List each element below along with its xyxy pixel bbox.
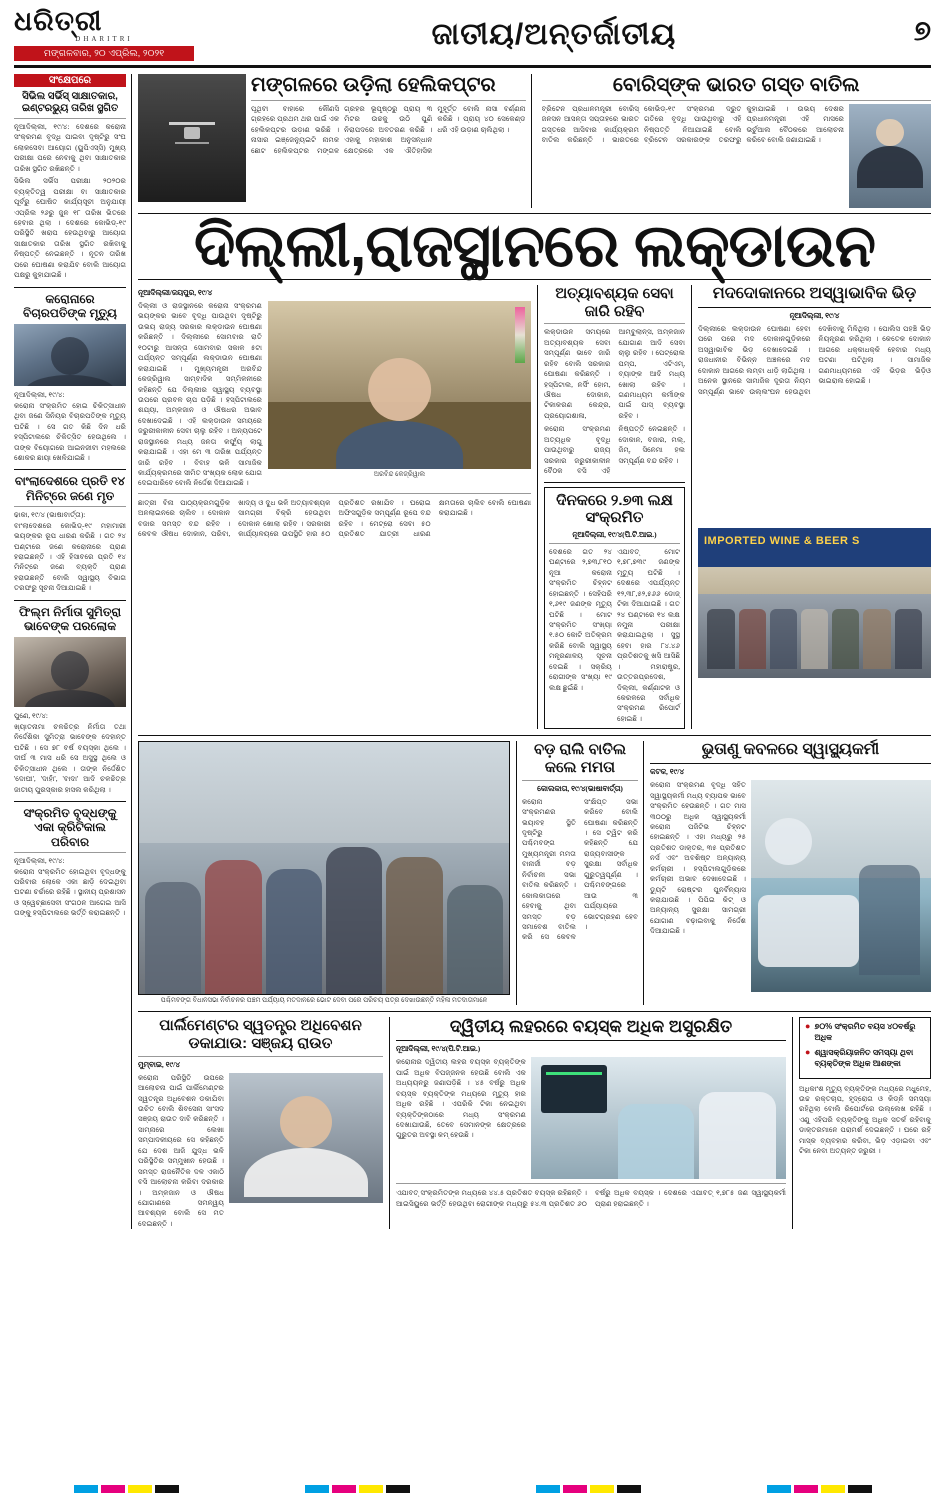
lockdown-dateline: ନୂଆଦିଲ୍ଲୀ/ଜୟପୁର, ୧୯/୪ <box>138 288 213 297</box>
main-area <box>132 74 931 1229</box>
elderly-headline: ଦ୍ୱିତୀୟ ଲହରରେ ବୟସ୍କ ଅଧିକ ଅସୁରକ୍ଷିତ <box>449 1017 733 1037</box>
elderly-body: କରୋନାର ଦ୍ୱିତୀୟ ଲହର ବୟସ୍କ ବ୍ୟକ୍ତିଙ୍କ ପାଇଁ ଅଧିକ ବିପଜ୍ଜନକ ହେଉଛି ବୋଲି ଏକ ଅଧ୍ୟୟନରୁ ଜଣାପଡ଼ିଛି । ୪୫ ବର୍ଷରୁ ଅଧିକ ବୟସ୍କ ବ୍ୟକ୍ତିଙ୍କ ମଧ୍ୟରେ ମୃତ୍ୟୁ ହାର ଅଧିକ ରହିଛି । ଏପରିକି ଟିକା ନେଇଥିବା ବ୍ୟକ୍ତିଙ୍କଠାରେ ମଧ୍ୟ ସଂକ୍ରମଣ ଦେଖାଯାଉଛି, ତେବେ ସେମାନଙ୍କ କ୍ଷେତ୍ରରେ ଗୁରୁତର ଅବସ୍ଥା କମ୍‌ ହେଉଛି । <box>396 1058 526 1140</box>
health-workers-hospital-photo <box>751 780 931 992</box>
bhutan-headline: ଭୁତାଣୁ କବଳରେ ସ୍ୱାସ୍ଥ୍ୟକର୍ମୀ <box>701 741 880 759</box>
top-stories-row <box>138 74 931 208</box>
bhutan-dateline: କଟକ, ୧୯/୪ <box>650 767 685 777</box>
sidebar-label: ସଂକ୍ଷେପରେ <box>14 74 126 87</box>
elderly-dateline: ନୂଆଦିଲ୍ଲୀ, ୧୯/୪(ପି.ଟି.ଆଇ.) <box>396 1044 481 1054</box>
lockdown-sub-body: ଛାତ୍ରୀ ବିନା ପାଠ୍ୟକ୍ରମଗୁଡ଼ିକ ଅନଲାଇନରେ ଚାଲିବ । ଦୋକାନ ବଜାର ସମସ୍ତ ବନ୍ଦ ରହିବ । କେବଳ ଔଷଧ ଦୋକାନ, ପରିବା, ଖାଦ୍ୟ ଓ ଦୁଧ ଭଳି ଅତ୍ୟାବଶ୍ୟକ ସାମଗ୍ରୀ ବିକ୍ରି ହେଉଥିବା ଦୋକାନ ଖୋଲା ରହିବ । ସରକାରୀ କାର୍ଯ୍ୟାଳୟରେ ଉପସ୍ଥିତି ହାର ୫୦ ପ୍ରତିଶତ ରଖାଯିବ । ଘରୋଇ ଅଫିସଗୁଡ଼ିକ ସମ୍ପୂର୍ଣ୍ଣ ରୂପେ ବନ୍ଦ ରହିବ । ମେଟ୍ରୋ ସେବା ୫୦ ପ୍ରତିଶତ ଯାତ୍ରୀ ଧାରଣ କ୍ଷମତାରେ ଚାଲିବ ବୋଲି ଘୋଷଣା କରାଯାଇଛି । <box>138 498 531 539</box>
boris-story[interactable] <box>538 74 932 208</box>
bhutan-health-worker-story[interactable] <box>650 741 931 1005</box>
sidebar-item-brief-3[interactable] <box>14 474 126 593</box>
brief-5-headline: ସଂକ୍ରମିତ ବୃଦ୍ଧଙ୍କୁ ଏକା କ୍ରିଟିକାଲ ପରିବାର <box>23 805 117 849</box>
essential-services-box[interactable] <box>544 285 685 477</box>
brief-3-headline: ବାଂଲାଦେଶରେ ପ୍ରତି ୧୪ ମିନିଟ୍‌ରେ ଜଣେ ମୃତ <box>14 474 126 503</box>
liquor-shop-story[interactable] <box>698 285 931 729</box>
sidebar-item-brief-1[interactable] <box>14 91 126 281</box>
parliament-headline: ପାର୍ଲିମେଣ୍ଟର ସ୍ୱତନ୍ତ୍ର ଅଧିବେଶନ ଡକାଯାଉ: ସଞ୍ଜୟ ରାଉତ <box>159 1017 362 1052</box>
brief-2-body: କରୋନା ସଂକ୍ରମିତ ହୋଇ ଚିକିତ୍ସାଧୀନ ଥିବା ଜଣେ ସିନିୟର ବିଚାରପତିଙ୍କ ମୃତ୍ୟୁ ଘଟିଛି । ସେ ଗତ କିଛି ଦିନ ଧରି ହସ୍ପିଟାଲରେ ଚିକିତ୍ସିତ ହେଉଥିଲେ । ତାଙ୍କ ବିୟୋଗରେ ଆଇନଜୀବୀ ମହଲରେ ଶୋକର ଛାୟା ଖେଳିଯାଇଛି । <box>14 401 126 462</box>
liquor-headline: ମଦଦୋକାନରେ ଅସ୍ୱାଭାବିକ ଭିଡ଼ <box>712 285 917 302</box>
kejriwal-photo-caption: ଅରବିନ୍ଦ କେଜ୍ରିୱାଲ <box>373 471 426 478</box>
page-number: ୭ <box>913 16 931 47</box>
brief-1-headline: ସିଭିଲ ସର୍ଭିସ୍‌ ସାକ୍ଷାତକାର, ଇଣ୍ଟରଭ୍ୟୁ ତାରିଖ ସ୍ଥଗିତ <box>21 91 119 114</box>
middle-column <box>544 285 692 729</box>
lockdown-body: ଦିଲ୍ଲୀ ଓ ରାଜସ୍ଥାନରେ କରୋନା ସଂକ୍ରମଣ ଭୟଙ୍କର ଭାବେ ବୃଦ୍ଧି ପାଉଥିବା ଦୃଷ୍ଟିରୁ ଉଭୟ ରାଜ୍ୟ ସରକାର ଲକ୍‌ଡାଉନ ଘୋଷଣା କରିଛନ୍ତି । ଦିଲ୍ଲୀରେ ସୋମବାର ରାତି ୧୦ଟାରୁ ଆସନ୍ତା ସୋମବାର ସକାଳ ୫ଟା ପର୍ଯ୍ୟନ୍ତ ସମ୍ପୂର୍ଣ୍ଣ ଲକ୍‌ଡାଉନ ଘୋଷଣା କରାଯାଇଛି । ମୁଖ୍ୟମନ୍ତ୍ରୀ ଅରବିନ୍ଦ କେଜ୍ରିୱାଲ ସାମ୍ବାଦିକ ସମ୍ମିଳନୀରେ କହିଛନ୍ତି ଯେ ଦିଲ୍ଲୀର ସ୍ୱାସ୍ଥ୍ୟ ବ୍ୟବସ୍ଥା ଉପରେ ପ୍ରବଳ ଚାପ ପଡ଼ିଛି । ହସ୍ପିଟାଲରେ ଶଯ୍ୟା, ଅମ୍ଳଜାନ ଓ ଔଷଧର ଅଭାବ ଦେଖାଦେଇଛି । ଏହି ଲକ୍‌ଡାଉନ ସମୟରେ ଜରୁରୀକାଳୀନ ସେବା ଚାଲୁ ରହିବ । ଅନ୍ୟପଟେ ରାଜସ୍ଥାନରେ ମଧ୍ୟ ଜନତା କର୍ଫ୍ୟୁ ଲାଗୁ କରାଯାଇଛି । ଏହା ମେ ୩ ତାରିଖ ପର୍ଯ୍ୟନ୍ତ ଜାରି ରହିବ । ବିବାହ ଭଳି ସାମାଜିକ କାର୍ଯ୍ୟକ୍ରମରେ ସୀମିତ ସଂଖ୍ୟକ ଲୋକ ଯୋଗ ଦେଇପାରିବେ ବୋଲି ନିର୍ଦ୍ଦେଶ ଦିଆଯାଇଛି । <box>138 302 262 488</box>
elderly-risk-story[interactable] <box>396 1017 793 1229</box>
boris-body: ବ୍ରିଟେନ ପ୍ରଧାନମନ୍ତ୍ରୀ ବୋରିସ୍‌ ଜନସନ ଆସନ୍ତା ସପ୍ତାହରେ ଭାରତ ଗସ୍ତରେ ଆସିବାର କାର୍ଯ୍ୟକ୍ରମ ବାତିଲ କରିଛନ୍ତି । ଭାରତରେ କୋଭିଡ୍‌-୧୯ ସଂକ୍ରମଣ ଦ୍ରୁତ ଗତିରେ ବୃଦ୍ଧି ପାଉଥିବାରୁ ଏହି ନିଷ୍ପତ୍ତି ନିଆଯାଇଛି ବୋଲି ବ୍ରିଟେନ ସରକାରଙ୍କ ତରଫରୁ କୁହାଯାଇଛି । ଉଭୟ ଦେଶର ପ୍ରଧାନମନ୍ତ୍ରୀ ଏହି ମାସରେ ଭର୍ଚୁଆଲ ବୈଠକରେ ଆଲୋଚନା କରିବେ ବୋଲି ଜଣାଯାଇଛି । <box>541 105 844 145</box>
section-title: ଜାତୀୟ/ଅନ୍ତର୍ଜାତୀୟ <box>431 18 677 51</box>
boris-johnson-photo <box>849 104 931 208</box>
liquor-dateline: ନୂଆଦିଲ୍ଲୀ, ୧୯/୪ <box>789 310 840 320</box>
kejriwal-press-conference-photo <box>268 301 531 469</box>
voting-photo-block <box>138 741 510 1005</box>
brief-4-body: ଖ୍ୟାତନାମା ଚଳଚ୍ଚିତ୍ର ନିର୍ମାତା ତଥା ନିର୍ଦ୍ଦେଶିକା ସୁମିତ୍ରା ଭାବେଙ୍କ ଦେହାନ୍ତ ଘଟିଛି । ସେ ୭୮ ବର୍ଷ ବୟସ୍କା ଥିଲେ । ଦୀର୍ଘ ୩ ମାସ ଧରି ସେ ଅସୁସ୍ଥ ଥିଲେ ଓ ଚିକିତ୍ସାଧୀନ ଥିଲେ । ତାଙ୍କ ନିର୍ଦ୍ଦେଶିତ 'ଦୋଘୀ', 'ଦାହାଁ', 'ବାଦା' ଆଦି ଚଳଚ୍ଚିତ୍ର ଜାତୀୟ ପୁରସ୍କାର ହାସଲ କରିଥିଲା । <box>14 722 126 794</box>
sidebar <box>14 74 132 1229</box>
filmmaker-portrait-photo <box>14 637 126 707</box>
sidebar-item-brief-2[interactable] <box>14 292 126 464</box>
brief-1-dateline: ନୂଆଦିଲ୍ଲୀ, ୧୯/୪: ଦେଶରେ କରୋନା ସଂକ୍ରମଣ ବୃଦ୍ଧି ପାଇବା ଦୃଷ୍ଟିରୁ ସଂଘ ଲୋକସେବା ଆୟୋଗ (ୟୁପିଏସ୍‌ସି) ମୁଖ୍ୟ ପରୀକ୍ଷା ପରେ ନେବାକୁ ଥିବା ସାକ୍ଷାତକାର ତାରିଖ ସ୍ଥଗିତ ରଖିଛନ୍ତି । <box>14 123 126 173</box>
shop-sign-text: IMPORTED WINE & BEER S <box>704 535 860 548</box>
main-headline: ଦିଲ୍ଲୀ,ରାଜସ୍ଥାନରେ ଲକ୍‌ଡାଉନ <box>193 212 876 279</box>
bhutan-body: କରୋନା ସଂକ୍ରମଣ ବୃଦ୍ଧି ସହିତ ସ୍ୱାସ୍ଥ୍ୟକର୍ମୀ ମଧ୍ୟ ବ୍ୟାପକ ଭାବେ ସଂକ୍ରମିତ ହେଉଛନ୍ତି । ଗତ ମାସ ୩୦୦ରୁ ଅଧିକ ସ୍ୱାସ୍ଥ୍ୟକର୍ମୀ କରୋନା ପଜିଟିଭ ଚିହ୍ନଟ ହୋଇଛନ୍ତି । ଏହା ମଧ୍ୟରୁ ୨୫ ପ୍ରତିଶତ ଡାକ୍ତର, ୩୫ ପ୍ରତିଶତ ନର୍ସ ଏବଂ ଅବଶିଷ୍ଟ ଅନ୍ୟାନ୍ୟ କର୍ମଚାରୀ । ହସ୍ପିଟାଲଗୁଡ଼ିକରେ କର୍ମଚାରୀ ଅଭାବ ଦେଖାଦେଇଛି । ଡ୍ୟୁଟି ରୋଷ୍ଟର ପୁନର୍ବିନ୍ୟାସ କରାଯାଉଛି । ପିପିଇ କିଟ୍‌ ଓ ଅନ୍ୟାନ୍ୟ ସୁରକ୍ଷା ସାମଗ୍ରୀ ଯୋଗାଣ ବଢ଼ାଇବାକୁ ନିର୍ଦ୍ଦେଶ ଦିଆଯାଇଛି । <box>650 781 746 936</box>
judge-portrait-photo <box>14 324 126 386</box>
parliament-session-story[interactable] <box>138 1017 390 1229</box>
masthead <box>14 8 931 68</box>
lockdown-story[interactable] <box>138 285 538 729</box>
sanjay-raut-photo <box>229 1073 383 1203</box>
mamata-story[interactable] <box>516 741 644 1005</box>
brief-4-dateline: ପୁଣେ, ୧୯/୪: <box>14 712 48 721</box>
bullet-item <box>805 1022 925 1044</box>
daily-cases-left: ଦେଶରେ ଗତ ୨୪ ଘଣ୍ଟାରେ ୨,୭୩,୮୧୦ ନୂଆ କରୋନା ସଂକ୍ରମିତ ଚିହ୍ନଟ ହୋଇଛନ୍ତି । ସେହିପରି ୧,୬୧୯ ଜଣଙ୍କ ମୃତ୍ୟୁ ଘଟିଛି । ମୋଟ ସଂକ୍ରମିତ ସଂଖ୍ୟା ୧.୫୦ କୋଟି ଅତିକ୍ରମ କରିଛି ବୋଲି ସ୍ୱାସ୍ଥ୍ୟ ମନ୍ତ୍ରଣାଳୟ ସୂଚନା ଦେଇଛି । ସକ୍ରିୟ ରୋଗୀଙ୍କ ସଂଖ୍ୟା ୧୯ ଲକ୍ଷ ଛୁଇଁଛି । <box>549 547 612 692</box>
helicopter-story[interactable] <box>138 74 532 208</box>
mamata-dateline: କୋଲକାତା, ୧୯/୪(ଭାଷାବାର୍ତ୍ତା) <box>537 783 623 793</box>
bullet-text: ଶ୍ୱାସକ୍ରିୟାଜନିତ ସମସ୍ୟା ଥିବା ବ୍ୟକ୍ତିଙ୍କ ଅଧିକ ଆଶଙ୍କା <box>814 1047 914 1068</box>
daily-cases-dateline: ନୂଆଦିଲ୍ଲୀ, ୧୯/୪(ପି.ଟି.ଆଇ.) <box>572 529 657 539</box>
masthead-logo <box>14 8 194 61</box>
third-band <box>138 741 931 1005</box>
voting-photo-caption: ପଶ୍ଚିମବଙ୍ଗ ବିଧାନସଭା ନିର୍ବାଚନର ପଞ୍ଚମ ପର୍ଯ୍ୟାୟ ମତଦାନରେ ଭୋଟ ଦେବା ପରେ ପରିଚୟ ପତ୍ର ଦେଖାଉଛନ୍ତି ମହିଳା ମତଦାତାମାନେ <box>160 997 488 1005</box>
helicopter-headline: ମଙ୍ଗଳରେ ଉଡ଼ିଲା ହେଲିକପ୍ଟର <box>251 74 496 96</box>
sidebar-item-brief-5[interactable] <box>14 806 126 919</box>
brief-4-headline: ଫିଲ୍ମ ନିର୍ମାତା ସୁମିତ୍ରା ଭାବେଙ୍କ ପରଲୋକ <box>18 604 122 634</box>
highlight-body: ଅଧିକାଂଶ ମୃତ୍ୟୁ ବ୍ୟକ୍ତିଙ୍କ ମଧ୍ୟରେ ମଧୁମେହ, ଉଚ୍ଚ ରକ୍ତଚାପ, ହୃଦ୍‌ରୋଗ ଓ କିଡ୍‌ନି ସମସ୍ୟା ରହିଥିଲା ବୋଲି ରିପୋର୍ଟରେ ଉଲ୍ଲେଖ ରହିଛି । ଏଣୁ ଏହିପରି ବ୍ୟକ୍ତିଙ୍କୁ ଅଧିକ ସତର୍କ ରହିବାକୁ ଡାକ୍ତରମାନେ ପରାମର୍ଶ ଦେଇଛନ୍ତି । ଘରେ ରହି ମାସ୍କ ବ୍ୟବହାର କରିବା, ଭିଡ଼ ଏଡ଼ାଇବା ଏବଂ ଟିକା ନେବା ଅତ୍ୟନ୍ତ ଜରୁରୀ । <box>799 1084 931 1156</box>
logo-roman: DHARITRI <box>75 35 133 43</box>
brief-3-body: ବାଂଲାଦେଶରେ କୋଭିଡ୍‌-୧୯ ମହାମାରୀ ଭୟଙ୍କର ରୂପ ଧାରଣ କରିଛି । ଗତ ୨୪ ଘଣ୍ଟାରେ ଜଣେ କରୋନାରେ ପ୍ରାଣ ହରାଇଛନ୍ତି । ଏହି ହିସାବରେ ପ୍ରତି ୧୪ ମିନିଟ୍‌ରେ ଜଣେ ବ୍ୟକ୍ତି ପ୍ରାଣ ହରାଉଛନ୍ତି ବୋଲି ସ୍ୱାସ୍ଥ୍ୟ ବିଭାଗ ତରଫରୁ ସୂଚନା ଦିଆଯାଇଛି । <box>14 521 126 593</box>
bullet-text: ୭୦% ସଂକ୍ରମିତ ବୟସ ୪୦ବର୍ଷରୁ ଅଧିକ <box>814 1022 916 1043</box>
parliament-body: କରୋନା ପରିସ୍ଥିତି ଉପରେ ଆଲୋଚନା ପାଇଁ ପାର୍ଲିମେଣ୍ଟର ସ୍ୱତନ୍ତ୍ର ଅଧିବେଶନ ଡକାଯିବା ଉଚିତ ବୋଲି ଶିବସେନା ସାଂସଦ ସଞ୍ଜୟ ରାଉତ ଦାବି କରିଛନ୍ତି । ସାମ୍ନାରେ ଲେଖା ସମ୍ପାଦକୀୟରେ ସେ କହିଛନ୍ତି ଯେ ଦେଶ ଆଜି ଯୁଦ୍ଧ ଭଳି ପରିସ୍ଥିତିର ସମ୍ମୁଖୀନ ହେଉଛି । ସମସ୍ତ ରାଜନୈତିକ ଦଳ ଏକାଠି ବସି ଆଲୋଚନା କରିବା ଦରକାର । ଅମ୍ଳଜାନ ଓ ଔଷଧ ଯୋଗାଣରେ ସମନ୍ୱୟ ଆବଶ୍ୟକ ବୋଲି ସେ ମତ ଦେଇଛନ୍ତି । <box>138 1073 224 1228</box>
fourth-band <box>138 1017 931 1229</box>
liquor-shop-queue-photo <box>698 528 931 678</box>
icu-patient-ventilator-photo <box>531 1057 786 1179</box>
essential-headline: ଅତ୍ୟାବଶ୍ୟକ ସେବା ଜାରି ରହିବ <box>555 285 674 320</box>
sidebar-item-brief-4[interactable] <box>14 605 126 795</box>
daily-cases-box[interactable] <box>544 487 685 730</box>
brief-1-body: ସିଭିଲ ସର୍ଭିସ ପରୀକ୍ଷା ୨୦୨୦ର ବ୍ୟକ୍ତିତ୍ୱ ପରୀକ୍ଷା ବା ସାକ୍ଷାତକାର ପୂର୍ବରୁ ଘୋଷିତ କାର୍ଯ୍ୟସୂଚୀ ଅନୁଯାୟୀ ଏପ୍ରିଲ ୨୬ରୁ ଜୁନ ୧୮ ତାରିଖ ଭିତରେ ହେବାର ଥିଲା । ଦେଶରେ କୋଭିଡ୍‌-୧୯ ପରିସ୍ଥିତି ଖରାପ ହେଉଥିବାରୁ ଆୟୋଗ ସାକ୍ଷାତକାର ତାରିଖ ସ୍ଥଗିତ ରଖିବାକୁ ନିଷ୍ପତ୍ତି ନେଇଛନ୍ତି । ନୂତନ ତାରିଖ ପରେ ଘୋଷଣା କରାଯିବ ବୋଲି ଆୟୋଗ ପକ୍ଷରୁ କୁହାଯାଇଛି । <box>14 177 126 280</box>
essential-body: ଲକ୍‌ଡାଉନ ସମୟରେ ଅତ୍ୟାବଶ୍ୟକ ସେବା ସମ୍ପୂର୍ଣ୍ଣ ଭାବେ ଜାରି ରହିବ ବୋଲି ସରକାର ଘୋଷଣା କରିଛନ୍ତି । ହସ୍ପିଟାଲ, ନର୍ସିଂ ହୋମ, ଔଷଧ ଦୋକାନ, ଟିକାକରଣ କେନ୍ଦ୍ର, ପ୍ରୟୋଗଶାଳା, ଆମ୍ବୁଲାନ୍ସ, ଅମ୍ଳଜାନ ଯୋଗାଣ ଆଦି ସେବା ଚାଲୁ ରହିବ । ପେଟ୍ରୋଲ ପମ୍ପ, ଏଟିଏମ୍‌, ବ୍ୟାଙ୍କ ଆଦି ମଧ୍ୟ ଖୋଲା ରହିବ । ଗଣମାଧ୍ୟମ କର୍ମୀଙ୍କ ପାଇଁ ପାସ୍‌ ବ୍ୟବସ୍ଥା ରହିବ । <box>544 328 685 420</box>
voting-photo <box>138 741 510 995</box>
daily-cases-right: ଏଯାବତ୍‌ ମୋଟ ୧,୭୮,୭୩୯ ଜଣଙ୍କ ମୃତ୍ୟୁ ଘଟିଛି । ଦେଶରେ ଏପର୍ଯ୍ୟନ୍ତ ୧୨,୩୮,୫୨,୫୬୬ ଡୋଜ୍‌ ଟିକା ଦିଆଯାଇଛି । ଗତ ୨୪ ଘଣ୍ଟାରେ ୧୪ ଲକ୍ଷ ନମୁନା ପରୀକ୍ଷା କରାଯାଇଥିଲା । ସୁସ୍ଥ ହେବା ହାର ୮୪.୪୬ ପ୍ରତିଶତକୁ ଖସି ଆସିଛି । ମହାରାଷ୍ଟ୍ର, ଉତ୍ତରପ୍ରଦେଶ, ଦିଲ୍ଲୀ, କର୍ଣ୍ଣାଟକ ଓ କେରଳରେ ସର୍ବାଧିକ ସଂକ୍ରମଣ ରିପୋର୍ଟ ହୋଇଛି । <box>617 547 680 723</box>
highlight-bullets <box>799 1017 931 1229</box>
helicopter-body: ପୃଥିବୀ ବାହାରେ କୌଣସି ଗ୍ରହରେ ପ୍ରଥମ ଥର ପାଇଁ ଏକ ହେଲିକପ୍ଟର ଉଡ଼ାଣ ଭରିଛି । ନାସାର ଇଞ୍ଜେନ୍ୟୁଇଟି ନାମକ ଛୋଟ ହେଲିକପ୍ଟର ମଙ୍ଗଳ ଗ୍ରହର ଭୂପୃଷ୍ଠରୁ ପ୍ରାୟ ୩ ମିଟର ଉଚ୍ଚକୁ ଉଠି ପୁଣି ନିରାପଦରେ ଅବତରଣ କରିଛି । ଏହାକୁ ମହାକାଶ ଅନୁସନ୍ଧାନ କ୍ଷେତ୍ରରେ ଏକ ଐତିହାସିକ ମୁହୂର୍ତ୍ତ ବୋଲି ନାସା ବର୍ଣ୍ଣନା କରିଛି । ପ୍ରାୟ ୪୦ ସେକେଣ୍ଡ ଧରି ଏହି ଉଡ଼ାଣ ଚାଲିଥିଲା । <box>251 105 526 155</box>
brief-5-body: କରୋନା ସଂକ୍ରମିତ ହୋଇଥିବା ବୃଦ୍ଧଙ୍କୁ ପରିବାର ଲୋକେ ଏକା ଛାଡ଼ି ଦେଇଥିବା ଘଟଣା ଚର୍ଚ୍ଚାରେ ରହିଛି । ସ୍ଥାନୀୟ ପ୍ରଶାସନ ଓ ସ୍ୱେଚ୍ଛାସେବୀ ସଂଗଠନ ଆଗେଇ ଆସି ତାଙ୍କୁ ହସ୍ପିଟାଲରେ ଭର୍ତ୍ତି କରାଇଛନ୍ତି । <box>14 867 126 918</box>
masthead-date: ମଙ୍ଗଳବାର, ୨୦ ଏପ୍ରିଲ, ୨୦୨୧ <box>14 46 194 61</box>
bullet-dot-icon: ● <box>805 1046 811 1057</box>
elderly-stat-text: ଏଯାବତ୍‌ ସଂକ୍ରମିତଙ୍କ ମଧ୍ୟରେ ୪୪.୫ ପ୍ରତିଶତ ବୟସ୍କ ରହିଛନ୍ତି । ଆଇସିୟୁରେ ଭର୍ତ୍ତି ହେଉଥିବା ରୋଗୀଙ୍କ ମଧ୍ୟରୁ ୫୪.୩ ପ୍ରତିଶତ ୬୦ ବର୍ଷରୁ ଅଧିକ ବୟସ୍କ । ଦେଶରେ ଏଯାବତ୍‌ ୧,୭୮୫ ଜଣ ସ୍ୱାସ୍ଥ୍ୟକର୍ମୀ ପ୍ରାଣ ହରାଇଛନ୍ତି । <box>396 1189 786 1208</box>
helicopter-on-mars-photo <box>138 74 246 202</box>
daily-cases-headline: ଦିନକରେ ୨.୭୩ ଲକ୍ଷ ସଂକ୍ରମିତ <box>556 491 673 527</box>
brief-3-dateline: ଢାକା, ୧୯/୪ (ଭାଷାବାର୍ତ୍ତା): <box>14 511 86 520</box>
brief-5-dateline: ନୂଆଦିଲ୍ଲୀ, ୧୯/୪: <box>14 857 65 866</box>
liquor-body: ଦିଲ୍ଲୀରେ ଲକ୍‌ଡାଉନ ଘୋଷଣା ହେବା ପରେ ପରେ ମଦ ଦୋକାନଗୁଡ଼ିକରେ ଅସ୍ୱାଭାବିକ ଭିଡ଼ ଦେଖାଦେଇଛି । ରାଜଧାନୀର ବିଭିନ୍ନ ଅଞ୍ଚଳରେ ମଦ ଦୋକାନ ଆଗରେ ଲମ୍ବା ଧାଡ଼ି ଲାଗିଥିଲା । ଅନେକ ସ୍ଥାନରେ ସାମାଜିକ ଦୂରତା ନିୟମ ସମ୍ପୂର୍ଣ୍ଣ ଭାବେ ଉଲ୍ଲଂଘନ ହେଉଥିବା ଦେଖିବାକୁ ମିଳିଥିଲା । ପୋଲିସ ପହଞ୍ଚି ଭିଡ଼ ନିୟନ୍ତ୍ରଣ କରିଥିଲା । କେତେକ ଦୋକାନ ଆଗରେ ଧକ୍କାଧକ୍କି ହେବାର ମଧ୍ୟ ଘଟଣା ଘଟିଥିଲା । ସାମାଜିକ ଗଣମାଧ୍ୟମରେ ଏହି ଭିଡ଼ର ଭିଡ଼ିଓ ଭାଇରାଲ ହୋଇଛି । <box>698 324 931 396</box>
registration-color-bars <box>0 1485 945 1493</box>
brief-2-headline: କରୋନାରେ ବିଚାରପତିଙ୍କ ମୃତ୍ୟୁ <box>23 291 117 320</box>
main-block <box>138 285 931 729</box>
bullet-item <box>805 1048 925 1070</box>
logo-text: ଧରିତ୍ରୀ <box>14 6 103 36</box>
bullet-dot-icon: ● <box>805 1021 811 1032</box>
parliament-dateline: ମୁମ୍ବାଇ, ୧୯/୪ <box>138 1059 180 1069</box>
boris-headline: ବୋରିସ୍‌ଙ୍କ ଭାରତ ଗସ୍ତ ବାତିଲ <box>612 74 860 96</box>
mamata-headline: ବଡ଼ ରାଲି ବାତିଲ କଲେ ମମତା <box>533 741 627 776</box>
mamata-body: କରୋନା ସଂକ୍ରମଣର ଭୟାବହ ସ୍ଥିତି ଦୃଷ୍ଟିରୁ ପଶ୍ଚିମବଙ୍ଗ ମୁଖ୍ୟମନ୍ତ୍ରୀ ମମତା ବାନାର୍ଜୀ ବଡ଼ ନିର୍ବାଚନୀ ସଭା ବାତିଲ କରିଛନ୍ତି । କୋଲକାତାରେ ହେବାକୁ ଥିବା ସମସ୍ତ ବଡ଼ ସମାବେଶ ବାତିଲ କରି ସେ କେବଳ ସଂକ୍ଷିପ୍ତ ସଭା କରିବେ ବୋଲି ଘୋଷଣା କରିଛନ୍ତି । ସେ ଟ୍ୱିଟ କରି କହିଛନ୍ତି ଯେ ରାଜ୍ୟବାସୀଙ୍କ ସୁରକ୍ଷା ସର୍ବାଧିକ ଗୁରୁତ୍ୱପୂର୍ଣ୍ଣ । ପଶ୍ଚିମବଙ୍ଗରେ ଆଉ ୩ ପର୍ଯ୍ୟାୟରେ ଭୋଟଗ୍ରହଣ ହେବ । <box>522 797 638 942</box>
essential-sub-lines: କରୋନା ସଂକ୍ରମଣ ଅତ୍ୟଧିକ ବୃଦ୍ଧି ପାଉଥିବାରୁ ରାଜ୍ୟ ସରକାର ଜରୁରୀକାଳୀନ ବୈଠକ ବସି ଏହି ନିଷ୍ପତ୍ତି ନେଇଛନ୍ତି । ଦୋକାନ, ବଜାର, ମଲ୍‌, ଜିମ୍‌, ସିନେମା ହଲ ସମ୍ପୂର୍ଣ୍ଣ ବନ୍ଦ ରହିବ । <box>544 425 685 476</box>
brief-2-dateline: ନୂଆଦିଲ୍ଲୀ, ୧୯/୪: <box>14 391 65 400</box>
